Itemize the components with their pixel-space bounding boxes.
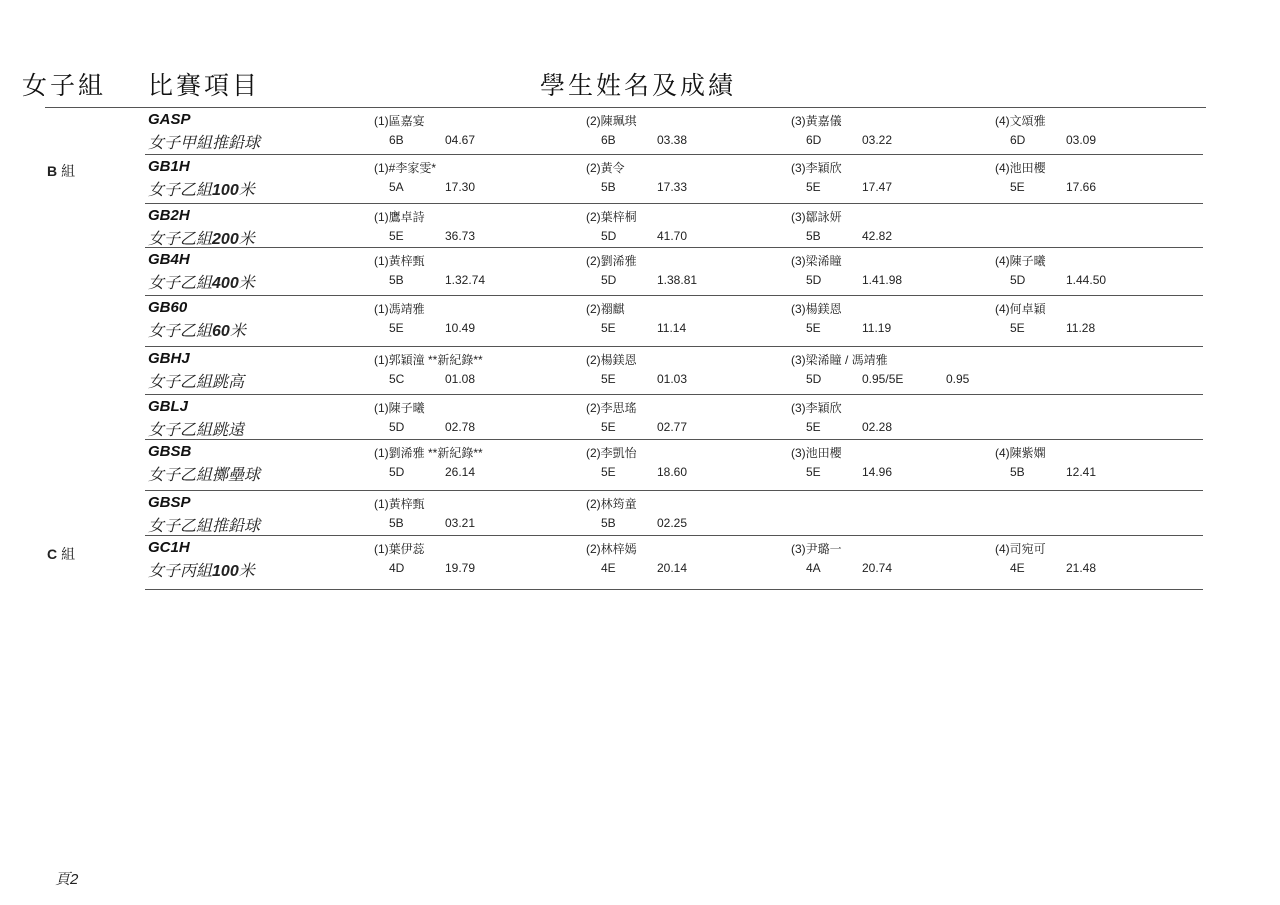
event-row bbox=[145, 491, 1203, 536]
result-entry bbox=[374, 248, 584, 295]
result-mark: 01.08 bbox=[445, 372, 476, 386]
header-event: 比賽項目 bbox=[148, 71, 261, 100]
student-name: (3)李穎欣 bbox=[791, 161, 842, 175]
result-entry bbox=[586, 440, 796, 490]
student-name: (2)李凱怡 bbox=[586, 446, 637, 460]
result-entry bbox=[374, 347, 584, 394]
student-class: 5B bbox=[389, 273, 404, 287]
result-mark: 17.30 bbox=[445, 180, 476, 194]
event-name bbox=[148, 130, 260, 153]
student-class: 5E bbox=[601, 465, 616, 479]
student-name: (1)葉伊蕊 bbox=[374, 542, 425, 556]
result-mark: 01.03 bbox=[657, 372, 688, 386]
event-code: GB2H bbox=[148, 207, 190, 224]
event-name-text: 女子丙組 bbox=[148, 561, 213, 580]
student-class: 5B bbox=[601, 516, 616, 530]
student-class: 5B bbox=[1010, 465, 1025, 479]
event-name bbox=[148, 369, 244, 392]
event-name-unit: 米 bbox=[238, 180, 255, 199]
student-class: 5E bbox=[601, 372, 616, 386]
student-class: 6D bbox=[806, 133, 822, 147]
page-number: 頁2 bbox=[55, 871, 79, 888]
student-class: 5E bbox=[601, 420, 616, 434]
event-name-unit: 米 bbox=[238, 561, 255, 580]
result-entry bbox=[374, 536, 584, 589]
event-name-distance: 60 bbox=[212, 323, 230, 340]
result-mark: 02.28 bbox=[862, 420, 893, 434]
student-name: (2)李思瑤 bbox=[586, 401, 637, 415]
event-name bbox=[148, 318, 246, 341]
result-mark: 11.14 bbox=[657, 321, 687, 335]
result-mark: 0.95/5E bbox=[862, 372, 904, 386]
event-name bbox=[148, 462, 260, 485]
event-name-text: 女子甲組推鉛球 bbox=[148, 133, 261, 152]
event-row bbox=[145, 296, 1203, 347]
student-name: (3)李穎欣 bbox=[791, 401, 842, 415]
result-entry bbox=[995, 248, 1205, 295]
event-row bbox=[145, 440, 1203, 491]
result-entry bbox=[791, 395, 1001, 439]
result-entry bbox=[791, 536, 1001, 589]
student-name: (3)尹璐一 bbox=[791, 542, 842, 556]
header-group: 女子組 bbox=[22, 71, 107, 100]
result-entry bbox=[995, 440, 1205, 490]
result-entry bbox=[586, 108, 796, 154]
student-name: (1)陳子曦 bbox=[374, 401, 425, 415]
student-name: (2)林梓嫣 bbox=[586, 542, 637, 556]
event-code: GC1H bbox=[148, 539, 190, 556]
student-name: (3)池田櫻 bbox=[791, 446, 842, 460]
student-name: (2)陳珮琪 bbox=[586, 114, 637, 128]
student-name: (2)葉梓桐 bbox=[586, 210, 637, 224]
event-name-text: 女子乙組 bbox=[148, 180, 213, 199]
student-name: (4)池田櫻 bbox=[995, 161, 1046, 175]
event-name-text: 女子乙組 bbox=[148, 321, 213, 340]
result-mark: 20.14 bbox=[657, 561, 688, 575]
event-name-text: 女子乙組 bbox=[148, 273, 213, 292]
student-class: 4E bbox=[601, 561, 616, 575]
event-name-text: 女子乙組推鉛球 bbox=[148, 516, 261, 535]
event-name bbox=[148, 513, 260, 536]
event-name bbox=[148, 417, 244, 440]
event-row bbox=[145, 108, 1203, 155]
result-entry bbox=[791, 204, 1001, 247]
student-name: (1)鷹卓詩 bbox=[374, 210, 425, 224]
event-row bbox=[145, 536, 1203, 590]
student-class: 5D bbox=[389, 420, 405, 434]
result-mark: 1.32.74 bbox=[445, 273, 486, 287]
event-row bbox=[145, 347, 1203, 395]
student-class: 5C bbox=[389, 372, 405, 386]
student-name: (1)黃梓甄 bbox=[374, 254, 425, 268]
student-name: (4)司宛可 bbox=[995, 542, 1046, 556]
event-row bbox=[145, 155, 1203, 204]
result-mark: 02.78 bbox=[445, 420, 476, 434]
result-entry bbox=[586, 296, 796, 346]
student-class: 4E bbox=[1010, 561, 1025, 575]
result-entry bbox=[995, 108, 1205, 154]
student-class: 5B bbox=[601, 180, 616, 194]
result-mark: 17.47 bbox=[862, 180, 893, 194]
event-code: GB60 bbox=[148, 299, 188, 316]
student-name: (4)陳子曦 bbox=[995, 254, 1046, 268]
student-name: (1)劉浠雅 **新紀錄** bbox=[374, 446, 483, 460]
event-row bbox=[145, 204, 1203, 248]
student-class: 5D bbox=[601, 229, 617, 243]
result-mark: 26.14 bbox=[445, 465, 476, 479]
student-class: 5A bbox=[389, 180, 404, 194]
result-entry bbox=[374, 296, 584, 346]
result-mark: 1.44.50 bbox=[1066, 273, 1107, 287]
student-name: (1)#李家雯* bbox=[374, 161, 437, 175]
result-mark: 36.73 bbox=[445, 229, 476, 243]
student-name: (2)劉浠雅 bbox=[586, 254, 637, 268]
event-code: GBHJ bbox=[148, 350, 190, 367]
student-class: 4D bbox=[389, 561, 405, 575]
student-name: (3)鄒詠妍 bbox=[791, 210, 842, 224]
result-entry bbox=[586, 248, 796, 295]
student-name: (3)梁浠瞳 bbox=[791, 254, 842, 268]
result-entry bbox=[995, 155, 1205, 203]
result-mark: 1.41.98 bbox=[862, 273, 903, 287]
result-entry bbox=[791, 248, 1001, 295]
result-mark: 03.38 bbox=[657, 133, 688, 147]
student-name: (4)文頌雅 bbox=[995, 114, 1046, 128]
result-mark: 04.67 bbox=[445, 133, 476, 147]
event-code: GBLJ bbox=[148, 398, 189, 415]
student-name: (1)區嘉宴 bbox=[374, 114, 425, 128]
student-class: 5E bbox=[806, 180, 821, 194]
student-class: 5E bbox=[806, 420, 821, 434]
student-class: 6D bbox=[1010, 133, 1026, 147]
event-row bbox=[145, 248, 1203, 296]
student-class: 5D bbox=[806, 372, 822, 386]
result-mark: 17.66 bbox=[1066, 180, 1097, 194]
result-entry bbox=[791, 347, 1001, 394]
result-entry bbox=[791, 440, 1001, 490]
result-mark: 02.25 bbox=[657, 516, 688, 530]
student-name: (2)黃令 bbox=[586, 161, 625, 175]
event-code: GBSB bbox=[148, 443, 192, 460]
student-class: 5E bbox=[806, 465, 821, 479]
event-code: GB1H bbox=[148, 158, 190, 175]
result-entry bbox=[791, 155, 1001, 203]
student-class: 5E bbox=[806, 321, 821, 335]
result-mark: 21.48 bbox=[1066, 561, 1097, 575]
event-code: GB4H bbox=[148, 251, 190, 268]
event-name-text: 女子乙組跳遠 bbox=[148, 420, 245, 439]
result-mark-extra: 0.95 bbox=[946, 372, 970, 386]
result-entry bbox=[374, 395, 584, 439]
event-name-text: 女子乙組跳高 bbox=[148, 372, 245, 391]
result-entry bbox=[586, 491, 796, 535]
result-entry bbox=[374, 491, 584, 535]
section-label-b: B 組 bbox=[47, 163, 76, 179]
event-name-unit: 米 bbox=[238, 273, 255, 292]
student-class: 4A bbox=[806, 561, 821, 575]
student-class: 5E bbox=[1010, 321, 1025, 335]
result-entry bbox=[995, 536, 1205, 589]
result-mark: 02.77 bbox=[657, 420, 688, 434]
result-entry bbox=[995, 296, 1205, 346]
student-class: 6B bbox=[389, 133, 404, 147]
event-name-distance: 200 bbox=[212, 231, 239, 248]
student-name: (3)梁浠瞳 / 馮靖雅 bbox=[791, 353, 888, 367]
result-mark: 03.09 bbox=[1066, 133, 1097, 147]
result-entry bbox=[791, 296, 1001, 346]
result-mark: 42.82 bbox=[862, 229, 893, 243]
result-entry bbox=[374, 155, 584, 203]
event-name-unit: 米 bbox=[238, 229, 255, 248]
result-mark: 19.79 bbox=[445, 561, 476, 575]
student-name: (1)黃梓甄 bbox=[374, 497, 425, 511]
result-entry bbox=[374, 204, 584, 247]
header-results: 學生姓名及成績 bbox=[540, 71, 737, 100]
result-mark: 1.38.81 bbox=[657, 273, 698, 287]
result-entry bbox=[374, 440, 584, 490]
event-name bbox=[148, 558, 255, 581]
student-name: (2)楊鎂恩 bbox=[586, 353, 637, 367]
result-mark: 41.70 bbox=[657, 229, 688, 243]
event-code: GASP bbox=[148, 111, 191, 128]
event-name bbox=[148, 177, 255, 200]
result-entry bbox=[586, 155, 796, 203]
student-name: (2)林筠童 bbox=[586, 497, 637, 511]
student-class: 5B bbox=[389, 516, 404, 530]
event-name-distance: 100 bbox=[212, 182, 239, 199]
student-class: 6B bbox=[601, 133, 616, 147]
result-mark: 18.60 bbox=[657, 465, 688, 479]
student-class: 5E bbox=[1010, 180, 1025, 194]
event-name-text: 女子乙組擲壘球 bbox=[148, 465, 261, 484]
event-name-unit: 米 bbox=[229, 321, 246, 340]
result-entry bbox=[791, 108, 1001, 154]
student-class: 5E bbox=[389, 229, 404, 243]
event-name-text: 女子乙組 bbox=[148, 229, 213, 248]
student-name: (1)馮靖雅 bbox=[374, 302, 425, 316]
event-code: GBSP bbox=[148, 494, 191, 511]
student-name: (3)楊鎂恩 bbox=[791, 302, 842, 316]
student-class: 5D bbox=[601, 273, 617, 287]
student-class: 5E bbox=[601, 321, 616, 335]
student-name: (3)黃嘉儀 bbox=[791, 114, 842, 128]
result-mark: 10.49 bbox=[445, 321, 476, 335]
student-class: 5D bbox=[806, 273, 822, 287]
section-label-c: C 組 bbox=[47, 546, 76, 562]
result-mark: 20.74 bbox=[862, 561, 893, 575]
event-name bbox=[148, 270, 255, 293]
result-entry bbox=[586, 536, 796, 589]
result-entry bbox=[586, 395, 796, 439]
result-mark: 14.96 bbox=[862, 465, 893, 479]
result-mark: 03.22 bbox=[862, 133, 893, 147]
event-name bbox=[148, 226, 255, 249]
event-name-distance: 400 bbox=[212, 275, 239, 292]
student-class: 5D bbox=[389, 465, 405, 479]
result-entry bbox=[374, 108, 584, 154]
result-mark: 11.28 bbox=[1066, 321, 1096, 335]
student-name: (4)陳紫嫻 bbox=[995, 446, 1046, 460]
result-mark: 03.21 bbox=[445, 516, 476, 530]
result-entry bbox=[586, 347, 796, 394]
student-class: 5B bbox=[806, 229, 821, 243]
result-mark: 17.33 bbox=[657, 180, 688, 194]
result-mark: 11.19 bbox=[862, 321, 892, 335]
student-class: 5D bbox=[1010, 273, 1026, 287]
student-class: 5E bbox=[389, 321, 404, 335]
student-name: (4)何卓穎 bbox=[995, 302, 1046, 316]
result-mark: 12.41 bbox=[1066, 465, 1097, 479]
student-name: (1)郭穎潼 **新紀錄** bbox=[374, 353, 483, 367]
event-name-distance: 100 bbox=[212, 563, 239, 580]
event-row bbox=[145, 395, 1203, 440]
student-name: (2)禤麒 bbox=[586, 302, 625, 316]
result-entry bbox=[586, 204, 796, 247]
